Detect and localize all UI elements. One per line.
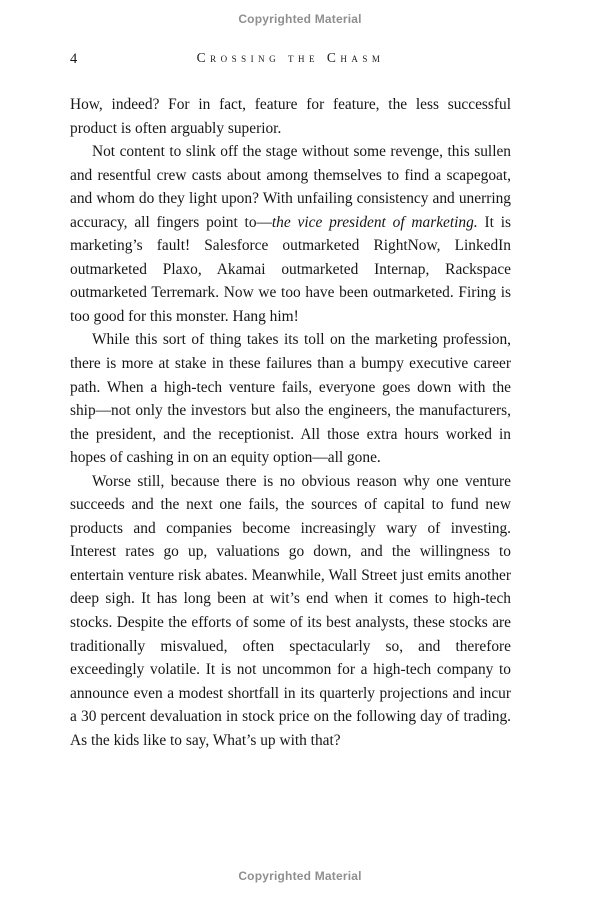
paragraph-2-text-before-italic: Not content to slink off the stage without some revenge, this sullen and resentful crew casts about among themselves to find a scapegoat, and whom do they light upon? With unfailing consistency and unerring accuracy, all fingers point to— — [70, 143, 511, 231]
paragraph-2 — [70, 140, 511, 328]
running-header: Crossing the Chasm — [196, 50, 385, 65]
paragraph-3: While this sort of thing takes its toll on the marketing profession, there is more at stake in these failures than a bumpy executive career path. When a high-tech venture fails, everyone goes down with the ship—not only the investors but also the engineers, the manufacturers, the president, and the receptionist. All those extra hours worked in hopes of cashing in on an equity option—all gone. — [70, 331, 511, 467]
page-header — [70, 50, 511, 70]
page-number: 4 — [70, 51, 78, 67]
copyright-notice-top: Copyrighted Material — [238, 12, 362, 26]
paragraph-1 — [70, 93, 511, 140]
body-text — [70, 93, 511, 752]
italic-phrase: the vice president of marketing. — [271, 213, 478, 231]
paragraph-4: Worse still, because there is no obvious reason why one venture succeeds and the next one fails, the sources of capital to fund new products and companies become increasingly wary of investing. Interest rates go up, valuations go down, and the willingness to entertain venture risk abates. Meanwhile, Wall Street just emits another deep sigh. It has long been at wit’s end when it comes to high-tech stocks. Despite the efforts of some of its best analysts, these stocks are traditionally misvalued, often spectacularly so, and therefore exceedingly volatile. It is not uncommon for a high-tech company to announce even a modest shortfall in its quarterly projections and incur a 30 percent devaluation in stock price on the following day of trading. As the kids like to say, What’s up with that? — [70, 472, 511, 749]
paragraph-1-text: How, indeed? For in fact, feature for feature, the less successful product is often arguably superior. — [70, 96, 511, 137]
paragraph-2-text-after-italic: It is marketing’s fault! Salesforce outmarketed RightNow, LinkedIn outmarketed Plaxo, Akamai outmarketed Internap, Rackspace outmarketed Terremark. Now we too have been outmarketed. Firing is too good for this monster. Hang him! — [70, 213, 511, 325]
copyright-notice-bottom: Copyrighted Material — [238, 869, 362, 883]
